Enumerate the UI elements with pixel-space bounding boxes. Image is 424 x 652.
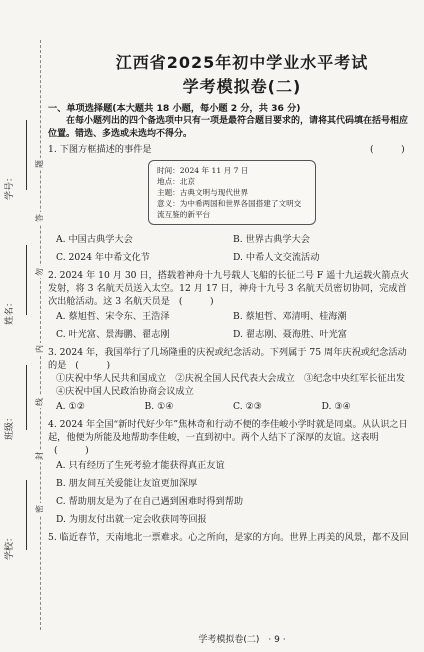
option-b[interactable]: B. ①④ xyxy=(144,401,174,412)
option-c[interactable]: C. 叶光富、景海鹏、翟志刚 xyxy=(56,329,170,340)
option-d[interactable]: D. ③④ xyxy=(321,401,351,412)
answer-parenthesis[interactable]: ( ) xyxy=(178,296,214,307)
options xyxy=(48,398,410,416)
option-a[interactable]: A. 中国古典学大会 xyxy=(56,234,133,245)
option-c[interactable]: C. 帮助朋友是为了在自己遇到困难时得到帮助 xyxy=(56,496,244,507)
class-blank xyxy=(26,365,27,430)
answer-parenthesis[interactable]: ( ) xyxy=(75,360,111,371)
exam-subtitle: 学考模拟卷(二) xyxy=(182,77,302,96)
answer-parenthesis[interactable]: ( ) xyxy=(370,144,405,155)
question-4 xyxy=(48,418,410,529)
event-info-card xyxy=(148,160,316,225)
question-stem: 2. 2024 年 10 月 30 日，搭载着神舟十九号载人飞船的长征二号 F 遥十九运载火箭点火发射，将 3 名航天员送入太空。12 月 17 日，神舟十九号 3 名航天员密切协同，完成首次出舱活动。这 3 名航天员是 ( ) xyxy=(48,270,409,307)
name-label: 姓名： xyxy=(5,297,15,325)
binding-strip xyxy=(0,0,52,652)
answer-parenthesis[interactable]: ( ) xyxy=(54,445,89,456)
question-stem: 3. 2024 年，我国举行了几场隆重的庆祝或纪念活动。下列属于 75 周年庆祝或纪念活动的是 ( ) xyxy=(48,347,407,371)
student-id-blank xyxy=(26,120,27,190)
option-a[interactable]: A. ①② xyxy=(56,401,85,412)
options xyxy=(48,308,410,344)
seal-dashed-line xyxy=(40,40,41,630)
options xyxy=(48,457,410,529)
seal-char: 封 xyxy=(35,452,44,460)
question-2 xyxy=(48,269,410,344)
seal-char: 勿 xyxy=(35,268,44,276)
page-footer: 学考模拟卷(二) · 9 · xyxy=(198,635,286,645)
card-line: 地点：北京 xyxy=(157,177,195,186)
option-d[interactable]: D. 翟志刚、聂海胜、叶光富 xyxy=(233,329,347,340)
question-stem: ( ) 1. 下图方框描述的事件是 xyxy=(48,143,410,156)
seal-char: 线 xyxy=(35,398,44,406)
section-instruction: 在每小题列出的四个备选项中只有一项是最符合题目要求的，请将其代码填在括号相应位置。错选、多选或未选均不得分。 xyxy=(48,116,409,139)
school-label: 学校： xyxy=(5,532,15,560)
school-blank xyxy=(26,480,27,550)
section-heading: 一、单项选择题(本大题共 18 小题，每小题 2 分，共 36 分) xyxy=(48,103,301,114)
name-blank xyxy=(26,245,27,315)
option-d[interactable]: D. 中希人文交流活动 xyxy=(233,252,320,263)
option-d[interactable]: D. 为朋友付出就一定会收获同等回报 xyxy=(56,514,207,525)
question-stem: 4. 2024 年全国“新时代好少年”焦林奇和行动不便的李佳峻小学时就是同桌。从认识之日起，他便为所能及地帮助李佳峻，一直到初中。两个人结下了深厚的友谊。这表明 ( ) xyxy=(48,419,408,456)
option-b[interactable]: B. 朋友间互关爱能让友谊更加深厚 xyxy=(56,478,198,489)
option-b[interactable]: B. 蔡旭哲、邓清明、桂海潮 xyxy=(233,311,347,322)
exam-title: 江西省2025年初中学业水平考试 xyxy=(115,53,369,72)
question-1 xyxy=(48,143,410,267)
seal-char: 题 xyxy=(35,160,44,168)
option-c[interactable]: C. ②③ xyxy=(233,401,263,412)
question-3 xyxy=(48,346,415,416)
card-line: 主题：古典文明与现代世界 xyxy=(157,188,249,197)
question-content xyxy=(48,102,415,544)
class-label: 班级： xyxy=(5,412,15,440)
seal-char: 答 xyxy=(35,214,44,222)
option-a[interactable]: A. 只有经历了生死考验才能获得真正友谊 xyxy=(56,460,225,471)
option-c[interactable]: C. 2024 年中希文化节 xyxy=(56,252,150,263)
statement-items: ①庆祝中华人民共和国成立 ②庆祝全国人民代表大会成立 ③纪念中央红军长征出发 ④庆祝中国人民政治协商会议成立 xyxy=(56,373,415,397)
question-stem: 5. 临近春节，天南地北一票难求。心之所向，是家的方向。世界上再美的风景，都不及回 xyxy=(48,532,409,543)
seal-char: 密 xyxy=(35,505,44,513)
options xyxy=(48,231,410,267)
card-line: 意义：为中希两国和世界各国搭建了文明交流互鉴的新平台 xyxy=(157,199,302,219)
seal-char: 内 xyxy=(35,345,44,353)
question-5 xyxy=(48,531,410,544)
student-id-label: 学号： xyxy=(5,172,15,200)
card-line: 时间：2024 年 11 月 7 日 xyxy=(157,166,249,175)
option-b[interactable]: B. 世界古典学大会 xyxy=(233,234,310,245)
option-a[interactable]: A. 蔡旭哲、宋令东、王浩泽 xyxy=(56,311,170,322)
